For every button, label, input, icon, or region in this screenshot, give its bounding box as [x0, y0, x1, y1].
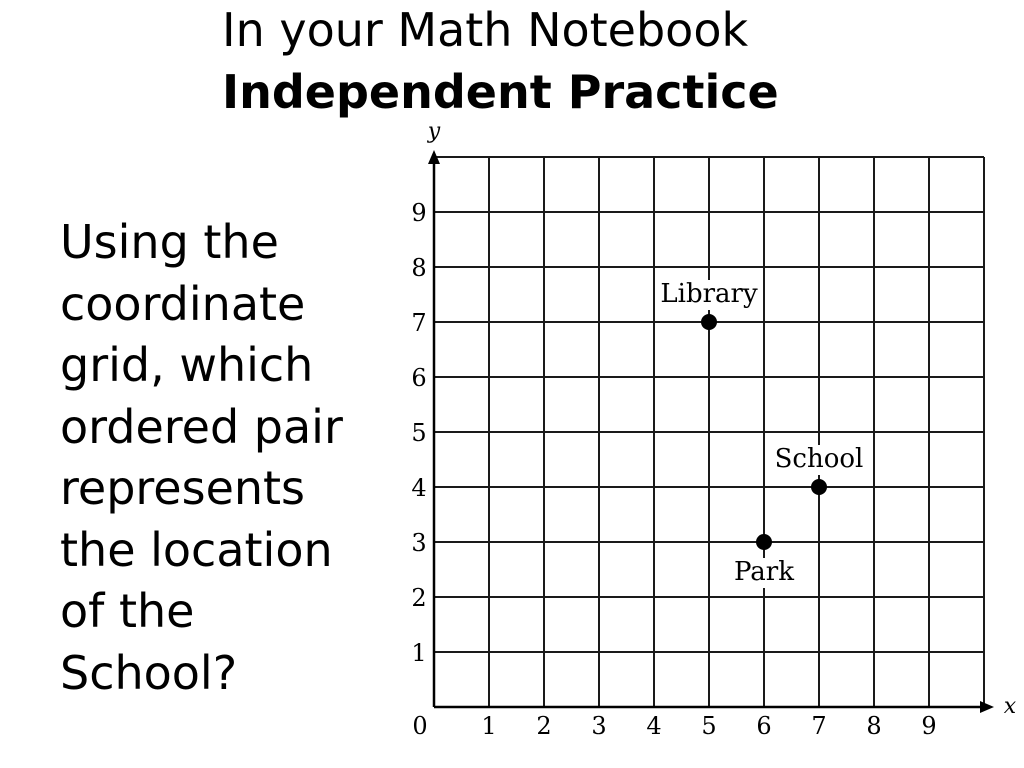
- x-tick-label: 6: [756, 712, 772, 740]
- x-tick-label: 9: [921, 712, 937, 740]
- x-tick-label: 4: [646, 712, 662, 740]
- park-point: [756, 534, 772, 550]
- notebook-title: In your Math Notebook: [222, 3, 749, 57]
- question-line: grid, which: [60, 338, 314, 392]
- y-tick-label: 5: [411, 419, 427, 447]
- question-line: of the: [60, 584, 195, 638]
- question-line: coordinate: [60, 276, 306, 331]
- y-tick-label: 6: [411, 364, 427, 392]
- y-tick-label: 8: [411, 254, 427, 282]
- x-tick-label: 1: [481, 712, 497, 740]
- x-axis-label: x: [1003, 694, 1017, 719]
- origin-label: 0: [412, 712, 428, 740]
- y-tick-label: 1: [411, 639, 427, 667]
- library-point: [701, 314, 717, 330]
- park-label: Park: [733, 557, 795, 587]
- y-tick-label: 4: [411, 474, 427, 502]
- y-tick-label: 9: [411, 199, 427, 227]
- question-line: ordered pair: [60, 399, 343, 454]
- x-tick-label: 2: [536, 712, 552, 740]
- y-tick-label: 7: [411, 309, 427, 337]
- practice-subtitle: Independent Practice: [222, 65, 779, 119]
- question-line: the location: [60, 522, 333, 577]
- school-point: [811, 479, 827, 495]
- school-label: School: [774, 444, 864, 474]
- library-label: Library: [660, 279, 758, 309]
- x-tick-label: 8: [866, 712, 882, 740]
- y-tick-label: 2: [411, 584, 427, 612]
- x-tick-label: 3: [591, 712, 607, 740]
- y-axis-label: y: [427, 119, 441, 144]
- x-tick-label: 5: [701, 712, 717, 740]
- x-axis-arrow: [980, 701, 994, 713]
- y-tick-label: 3: [411, 529, 427, 557]
- x-tick-label: 7: [811, 712, 827, 740]
- question-line: School?: [60, 645, 238, 700]
- question-line: Using the: [60, 215, 279, 269]
- question-line: represents: [60, 461, 306, 515]
